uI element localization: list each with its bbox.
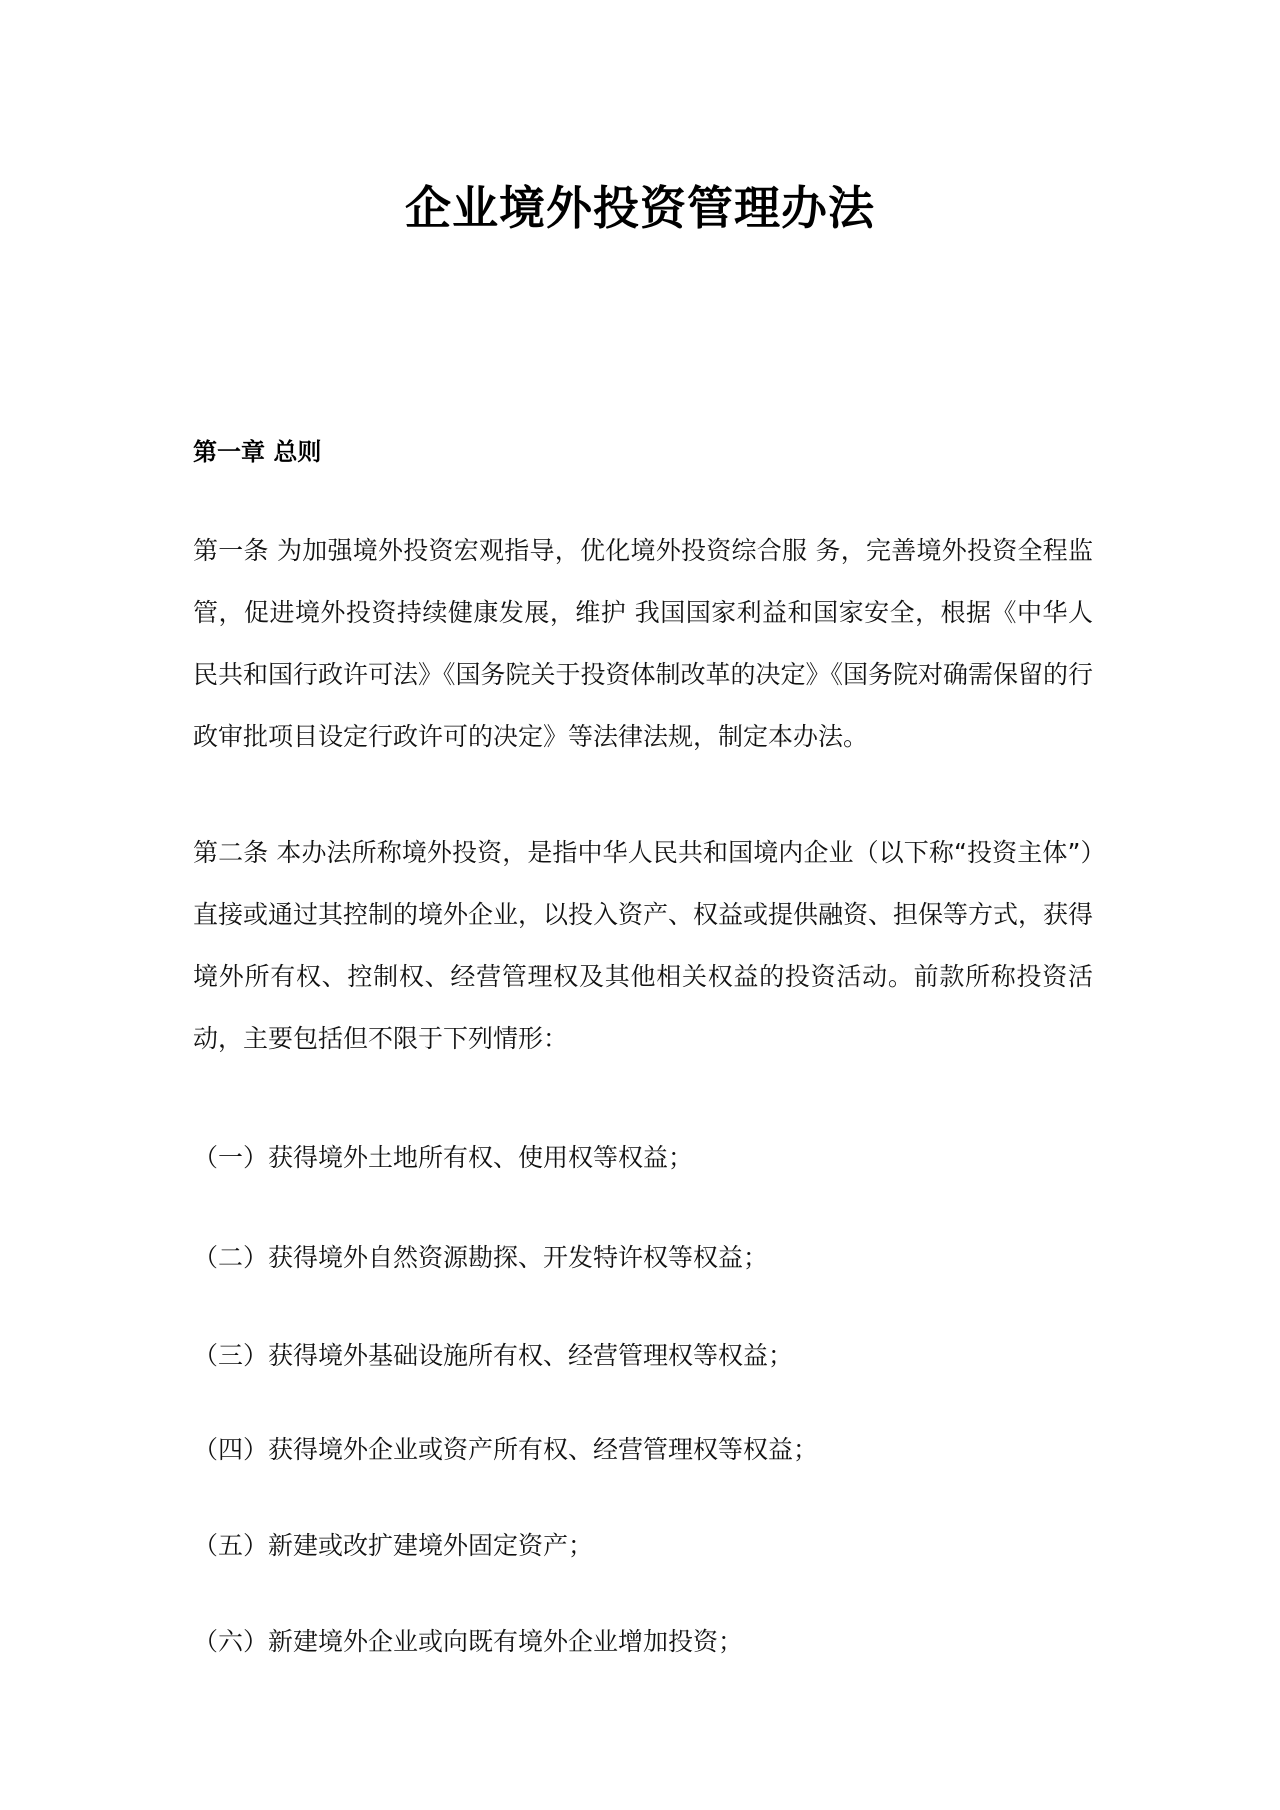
article-1-paragraph: 第一条 为加强境外投资宏观指导，优化境外投资综合服 务，完善境外投资全程监管，促进境外投资持续健康发展，维护 我国国家利益和国家安全，根据《中华人民共和国行政许可法》《国务院关于投资体制改革的决定》《国务院对确需保留的行政审批项目设定行政许可的决定》等法律法规，制定本办法。 [193, 536, 1094, 751]
list-item: （六）新建境外企业或向既有境外企业增加投资； [193, 1627, 744, 1656]
list-item: （三）获得境外基础设施所有权、经营管理权等权益； [193, 1341, 794, 1370]
list-item: （四）获得境外企业或资产所有权、经营管理权等权益； [193, 1435, 819, 1464]
article-2-paragraph: 第二条 本办法所称境外投资，是指中华人民共和国境内企业（以下称“投资主体”）直接或通过其控制的境外企业，以投入资产、权益或提供融资、担保等方式，获得境外所有权、控制权、经营管理权及其他相关权益的投资活动。前款所称投资活动，主要包括但不限于下列情形： [193, 838, 1094, 1053]
list-item: （二）获得境外自然资源勘探、开发特许权等权益； [193, 1243, 769, 1272]
document-title: 企业境外投资管理办法 [405, 181, 875, 235]
list-item: （一）获得境外土地所有权、使用权等权益； [193, 1143, 694, 1172]
chapter-heading: 第一章 总则 [193, 438, 322, 466]
list-item: （五）新建或改扩建境外固定资产； [193, 1531, 594, 1560]
